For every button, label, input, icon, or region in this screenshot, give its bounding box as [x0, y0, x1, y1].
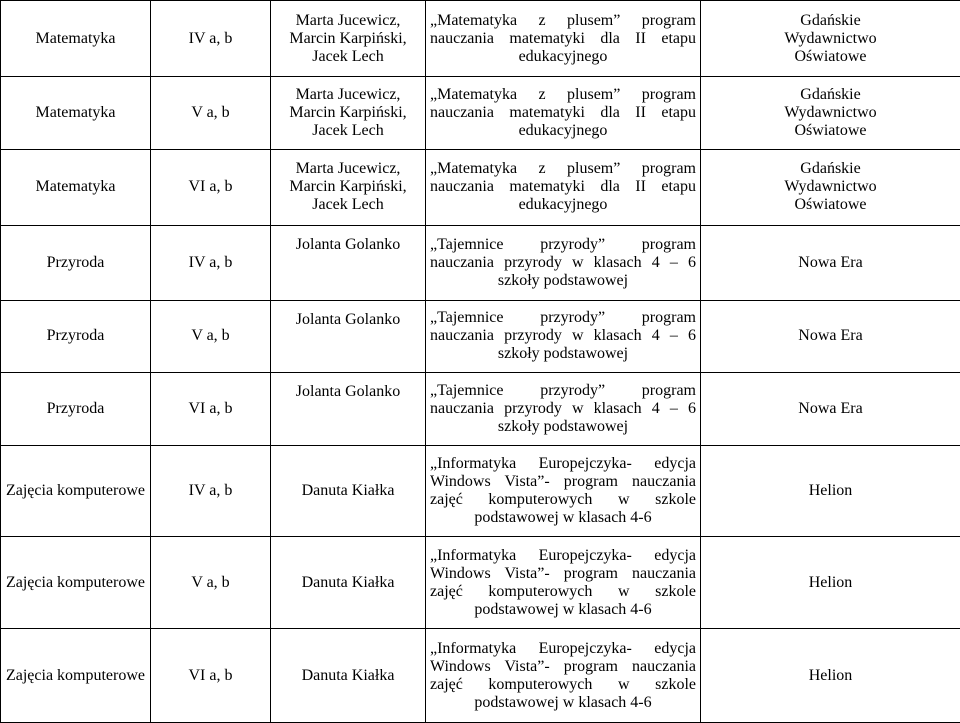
- subject-cell: Zajęcia komputerowe: [1, 629, 151, 723]
- program-cell: [426, 537, 701, 629]
- subject-cell: Matematyka: [1, 77, 151, 150]
- table-row: [1, 445, 960, 537]
- authors-cell: [271, 226, 426, 301]
- program-line: nauczania przyrody w klasach 4 – 6: [430, 327, 696, 345]
- classes-cell: IV a, b: [151, 445, 271, 537]
- publisher-line: Wydawnictwo: [784, 29, 877, 47]
- program-line: „Tajemnice przyrody” program: [430, 309, 696, 327]
- publisher-line: Gdańskie: [800, 160, 861, 178]
- publisher-line: Nowa Era: [798, 327, 863, 345]
- program-line: podstawowej w klasach 4-6: [474, 600, 652, 618]
- publisher-line: Oświatowe: [794, 196, 867, 214]
- authors-cell: [271, 537, 426, 629]
- table-row: [1, 537, 960, 629]
- program-line: nauczania matematyki dla II etapu: [430, 29, 696, 47]
- subject-cell: Przyroda: [1, 372, 151, 445]
- publisher-line: Gdańskie: [800, 11, 861, 29]
- publisher-line: Helion: [808, 573, 853, 591]
- classes-cell: VI a, b: [151, 372, 271, 445]
- program-line: podstawowej w klasach 4-6: [474, 509, 652, 527]
- program-line: edukacyjnego: [518, 47, 608, 65]
- table-row: [1, 372, 960, 445]
- program-line: nauczania matematyki dla II etapu: [430, 178, 696, 196]
- table-row: [1, 301, 960, 373]
- publisher-line: Oświatowe: [794, 47, 867, 65]
- publisher-cell: [701, 629, 960, 723]
- program-cell: [426, 226, 701, 301]
- program-line: „Matematyka z plusem” program: [430, 160, 696, 178]
- author-line: Jolanta Golanko: [295, 382, 401, 400]
- program-line: podstawowej w klasach 4-6: [474, 693, 652, 711]
- author-line: Marcin Karpiński,: [289, 104, 407, 121]
- program-line: Windows Vista”- program nauczania: [430, 564, 696, 582]
- publisher-cell: [701, 226, 960, 301]
- authors-cell: [271, 629, 426, 723]
- publisher-line: Helion: [808, 482, 853, 500]
- publisher-line: Gdańskie: [800, 86, 861, 103]
- program-line: „Tajemnice przyrody” program: [430, 381, 696, 399]
- classes-cell: VI a, b: [151, 629, 271, 723]
- publisher-cell: [701, 445, 960, 537]
- program-line: „Tajemnice przyrody” program: [430, 236, 696, 254]
- author-line: Marcin Karpiński,: [289, 29, 407, 47]
- program-line: Windows Vista”- program nauczania: [430, 657, 696, 675]
- authors-cell: [271, 1, 426, 77]
- authors-cell: [271, 149, 426, 225]
- publisher-line: Nowa Era: [798, 399, 863, 417]
- program-cell: [426, 1, 701, 77]
- authors-cell: [271, 372, 426, 445]
- program-line: szkoły podstawowej: [497, 272, 629, 290]
- program-line: zajęć komputerowych w szkole: [430, 675, 696, 693]
- authors-cell: [271, 445, 426, 537]
- author-line: Marta Jucewicz,: [295, 86, 401, 103]
- table-row: [1, 1, 960, 77]
- program-line: szkoły podstawowej: [497, 345, 629, 363]
- program-line: szkoły podstawowej: [497, 417, 629, 435]
- classes-cell: VI a, b: [151, 149, 271, 225]
- publisher-cell: [701, 1, 960, 77]
- author-line: Danuta Kiałka: [301, 482, 395, 500]
- program-line: „Matematyka z plusem” program: [430, 86, 696, 103]
- program-line: nauczania przyrody w klasach 4 – 6: [430, 399, 696, 417]
- classes-cell: V a, b: [151, 301, 271, 373]
- classes-cell: IV a, b: [151, 1, 271, 77]
- publisher-line: Helion: [808, 666, 853, 684]
- program-line: nauczania przyrody w klasach 4 – 6: [430, 254, 696, 272]
- classes-cell: V a, b: [151, 77, 271, 150]
- author-line: Marta Jucewicz,: [295, 11, 401, 29]
- program-line: zajęć komputerowych w szkole: [430, 582, 696, 600]
- program-cell: [426, 372, 701, 445]
- author-line: Jacek Lech: [312, 122, 384, 139]
- subject-cell: Matematyka: [1, 1, 151, 77]
- program-line: Windows Vista”- program nauczania: [430, 473, 696, 491]
- publisher-cell: [701, 537, 960, 629]
- program-cell: [426, 629, 701, 723]
- author-line: Marcin Karpiński,: [289, 178, 407, 196]
- subject-cell: Przyroda: [1, 226, 151, 301]
- program-cell: [426, 149, 701, 225]
- publisher-cell: [701, 77, 960, 150]
- program-line: edukacyjnego: [518, 196, 608, 214]
- program-line: nauczania matematyki dla II etapu: [430, 104, 696, 121]
- subject-cell: Zajęcia komputerowe: [1, 445, 151, 537]
- authors-cell: [271, 77, 426, 150]
- authors-cell: [271, 301, 426, 373]
- publisher-line: Oświatowe: [794, 122, 867, 139]
- table-row: [1, 149, 960, 225]
- program-line: „Matematyka z plusem” program: [430, 11, 696, 29]
- program-line: „Informatyka Europejczyka- edycja: [430, 455, 696, 473]
- program-line: „Informatyka Europejczyka- edycja: [430, 639, 696, 657]
- publisher-line: Nowa Era: [798, 254, 863, 272]
- publisher-line: Wydawnictwo: [784, 104, 877, 121]
- author-line: Danuta Kiałka: [301, 573, 395, 591]
- program-cell: [426, 301, 701, 373]
- classes-cell: IV a, b: [151, 226, 271, 301]
- classes-cell: V a, b: [151, 537, 271, 629]
- publisher-cell: [701, 301, 960, 373]
- author-line: Danuta Kiałka: [301, 666, 395, 684]
- program-cell: [426, 445, 701, 537]
- author-line: Jolanta Golanko: [295, 311, 401, 329]
- table-row: [1, 77, 960, 150]
- table-row: [1, 226, 960, 301]
- subject-cell: Zajęcia komputerowe: [1, 537, 151, 629]
- subject-cell: Matematyka: [1, 149, 151, 225]
- table-row: [1, 629, 960, 723]
- author-line: Marta Jucewicz,: [295, 160, 401, 178]
- program-line: „Informatyka Europejczyka- edycja: [430, 546, 696, 564]
- author-line: Jacek Lech: [312, 196, 384, 214]
- publisher-line: Wydawnictwo: [784, 178, 877, 196]
- subject-cell: Przyroda: [1, 301, 151, 373]
- author-line: Jacek Lech: [312, 47, 384, 65]
- publisher-cell: [701, 149, 960, 225]
- program-line: edukacyjnego: [518, 122, 608, 139]
- table-body: [1, 1, 960, 723]
- program-line: zajęć komputerowych w szkole: [430, 491, 696, 509]
- author-line: Jolanta Golanko: [295, 236, 401, 254]
- program-cell: [426, 77, 701, 150]
- publisher-cell: [701, 372, 960, 445]
